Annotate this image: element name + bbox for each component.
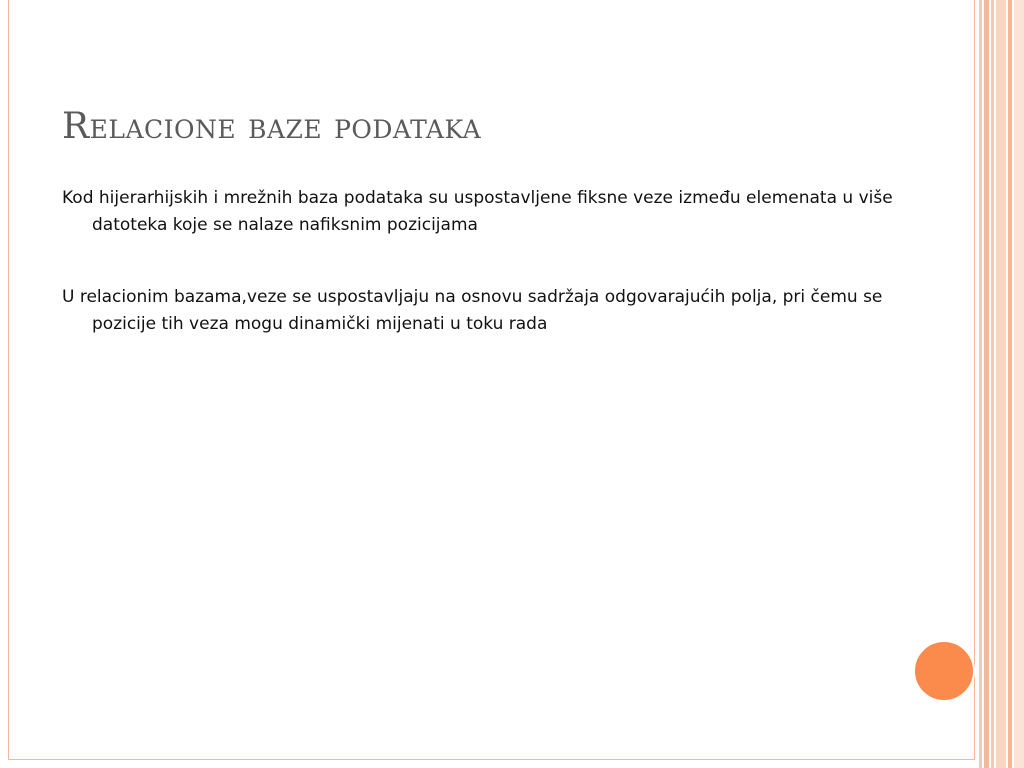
body-paragraph: U relacionim bazama,veze se uspostavljaju na osnovu sadržaja odgovarajućih polja, pri čemu se pozicije tih veza mogu dinamički mijenati u toku rada [62, 287, 883, 334]
decorative-stripe [1008, 0, 1012, 768]
decorative-stripe [996, 0, 1006, 768]
decorative-stripe [984, 0, 989, 768]
body-paragraph: Kod hijerarhijskih i mrežnih baza podataka su uspostavljene fiksne veze između elemenata u više datoteka koje se nalaze nafiksnim pozicijama [62, 188, 893, 235]
decorative-stripe [979, 0, 982, 768]
decorative-stripe [991, 0, 994, 768]
decorative-stripe [1014, 0, 1024, 768]
slide-body [62, 185, 902, 383]
slide-title: Relacione baze podataka [62, 106, 482, 147]
orange-circle-decoration [913, 640, 975, 702]
